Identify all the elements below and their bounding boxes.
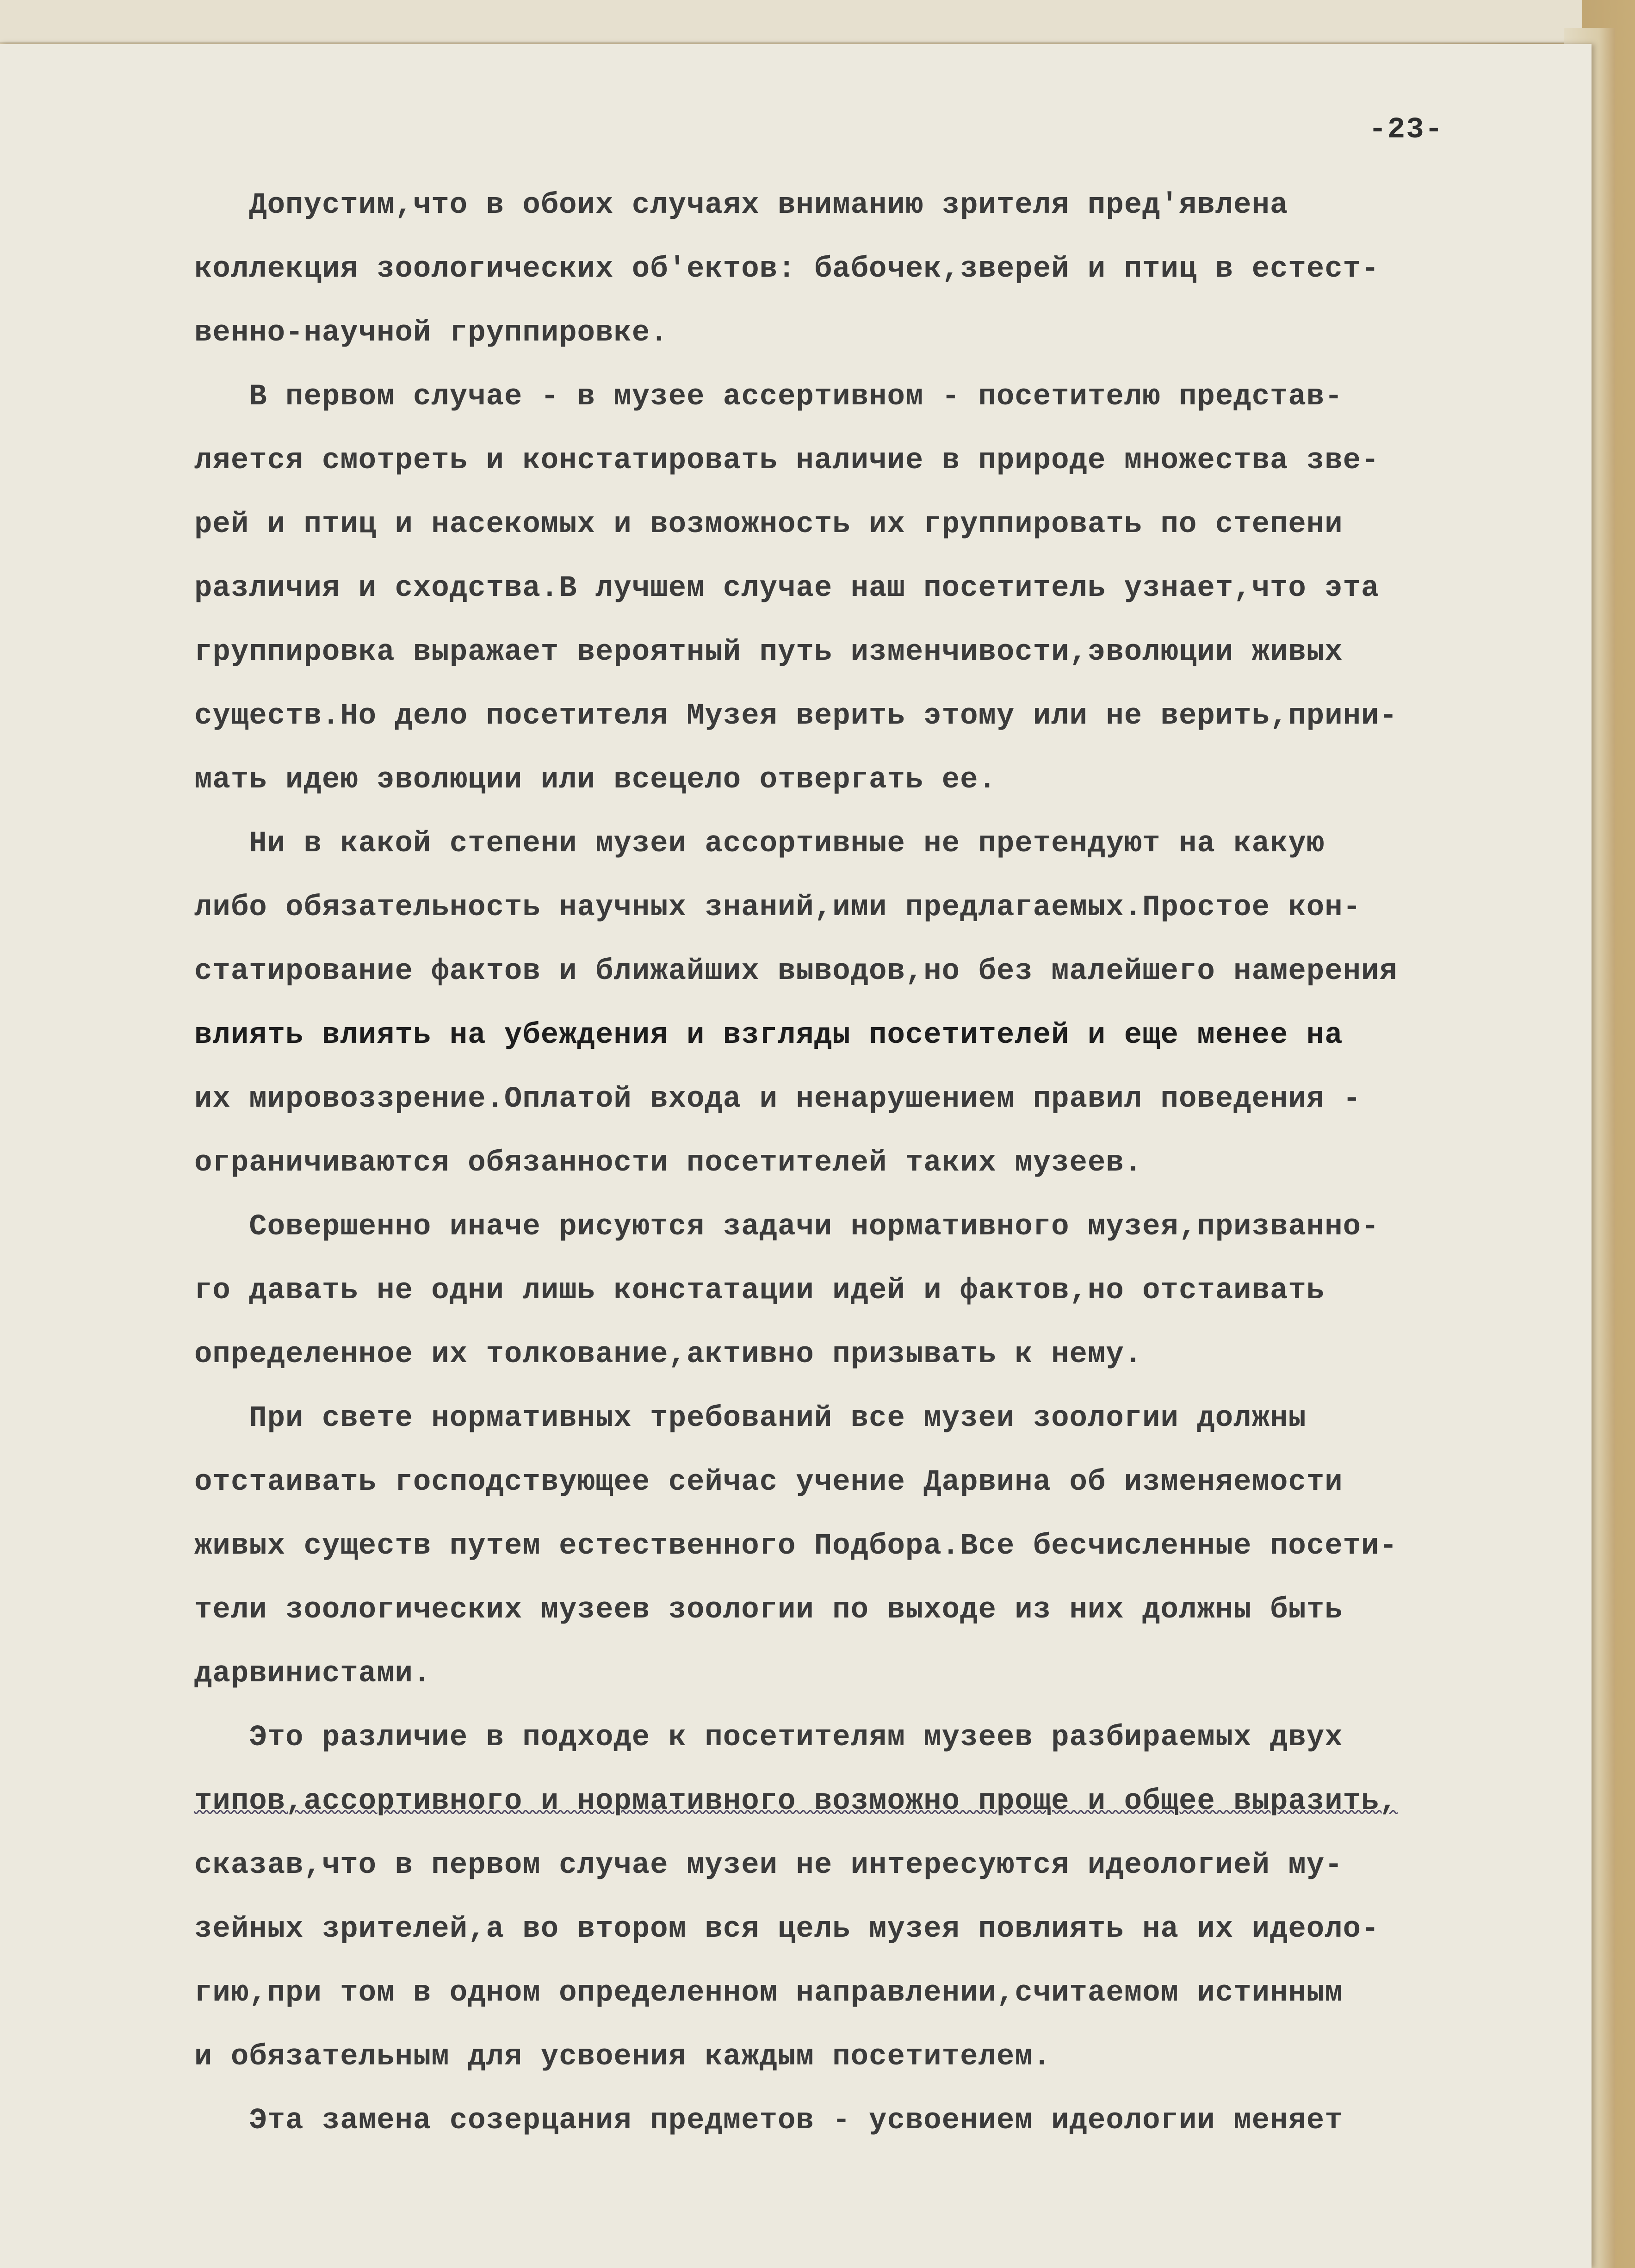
text-line: рей и птиц и насекомых и возможность их группировать по степени <box>194 508 1343 541</box>
text-line: мать идею эволюции или всецело отвергать ее. <box>194 763 997 797</box>
text-line: В первом случае - в музее ассертивном - посетителю представ- <box>194 380 1343 414</box>
text-line: ограничиваются обязанности посетителей таких музеев. <box>194 1146 1143 1180</box>
text-line: живых существ путем естественного Подбора.Все бесчисленные посети- <box>194 1530 1398 1563</box>
text-line: гию,при том в одном определенном направлении,считаемом истинным <box>194 1977 1343 2010</box>
text-line: Ни в какой степени музеи ассортивные не претендуют на какую <box>194 827 1325 861</box>
text-line: и обязательным для усвоения каждым посетителем. <box>194 2040 1052 2074</box>
text-line-underlined: типов,ассортивного и нормативного возможно проще и общее выразить, <box>194 1785 1398 1818</box>
text-line: Эта замена созерцания предметов - усвоением идеологии меняет <box>194 2104 1343 2138</box>
text-line: определенное их толкование,активно призывать к нему. <box>194 1338 1143 1371</box>
text-line: группировка выражает вероятный путь изменчивости,эволюции живых <box>194 636 1343 669</box>
text-line: различия и сходства.В лучшем случае наш посетитель узнает,что эта <box>194 572 1380 605</box>
page-number: -23- <box>1369 113 1443 147</box>
text-line: Это различие в подходе к посетителям музеев разбираемых двух <box>194 1721 1343 1754</box>
text-line: коллекция зоологических об'ектов: бабочек,зверей и птиц в естест- <box>194 253 1380 286</box>
text-line: сказав,что в первом случае музеи не интересуются идеологией му- <box>194 1849 1343 1882</box>
text-line: венно-научной группировке. <box>194 316 669 350</box>
text-line: влиять влиять на убеждения и взгляды посетителей и еще менее на <box>194 1019 1343 1052</box>
typewritten-page <box>0 44 1592 2268</box>
text-line: отстаивать господствующее сейчас учение Дарвина об изменяемости <box>194 1466 1343 1499</box>
text-line: тели зоологических музеев зоологии по выходе из них должны быть <box>194 1593 1343 1627</box>
text-line: либо обязательность научных знаний,ими предлагаемых.Простое кон- <box>194 891 1361 924</box>
text-line: го давать не одни лишь констатации идей и фактов,но отстаивать <box>194 1274 1325 1308</box>
text-line: зейных зрителей,а во втором вся цель музея повлиять на их идеоло- <box>194 1913 1380 1946</box>
text-line: существ.Но дело посетителя Музея верить этому или не верить,прини- <box>194 700 1398 733</box>
text-line: статирование фактов и ближайших выводов,но без малейшего намерения <box>194 955 1398 988</box>
text-line: их мировоззрение.Оплатой входа и ненарушением правил поведения - <box>194 1083 1361 1116</box>
text-line: ляется смотреть и констатировать наличие в природе множества зве- <box>194 444 1380 477</box>
text-line: дарвинистами. <box>194 1657 432 1691</box>
text-line: При свете нормативных требований все музеи зоологии должны <box>194 1402 1307 1435</box>
page-body <box>194 174 1568 2153</box>
text-line: Совершенно иначе рисуются задачи нормативного музея,призванно- <box>194 1210 1380 1244</box>
text-line: Допустим,что в обоих случаях вниманию зрителя пред'явлена <box>194 189 1288 222</box>
underlying-sheet-top <box>0 0 1582 43</box>
